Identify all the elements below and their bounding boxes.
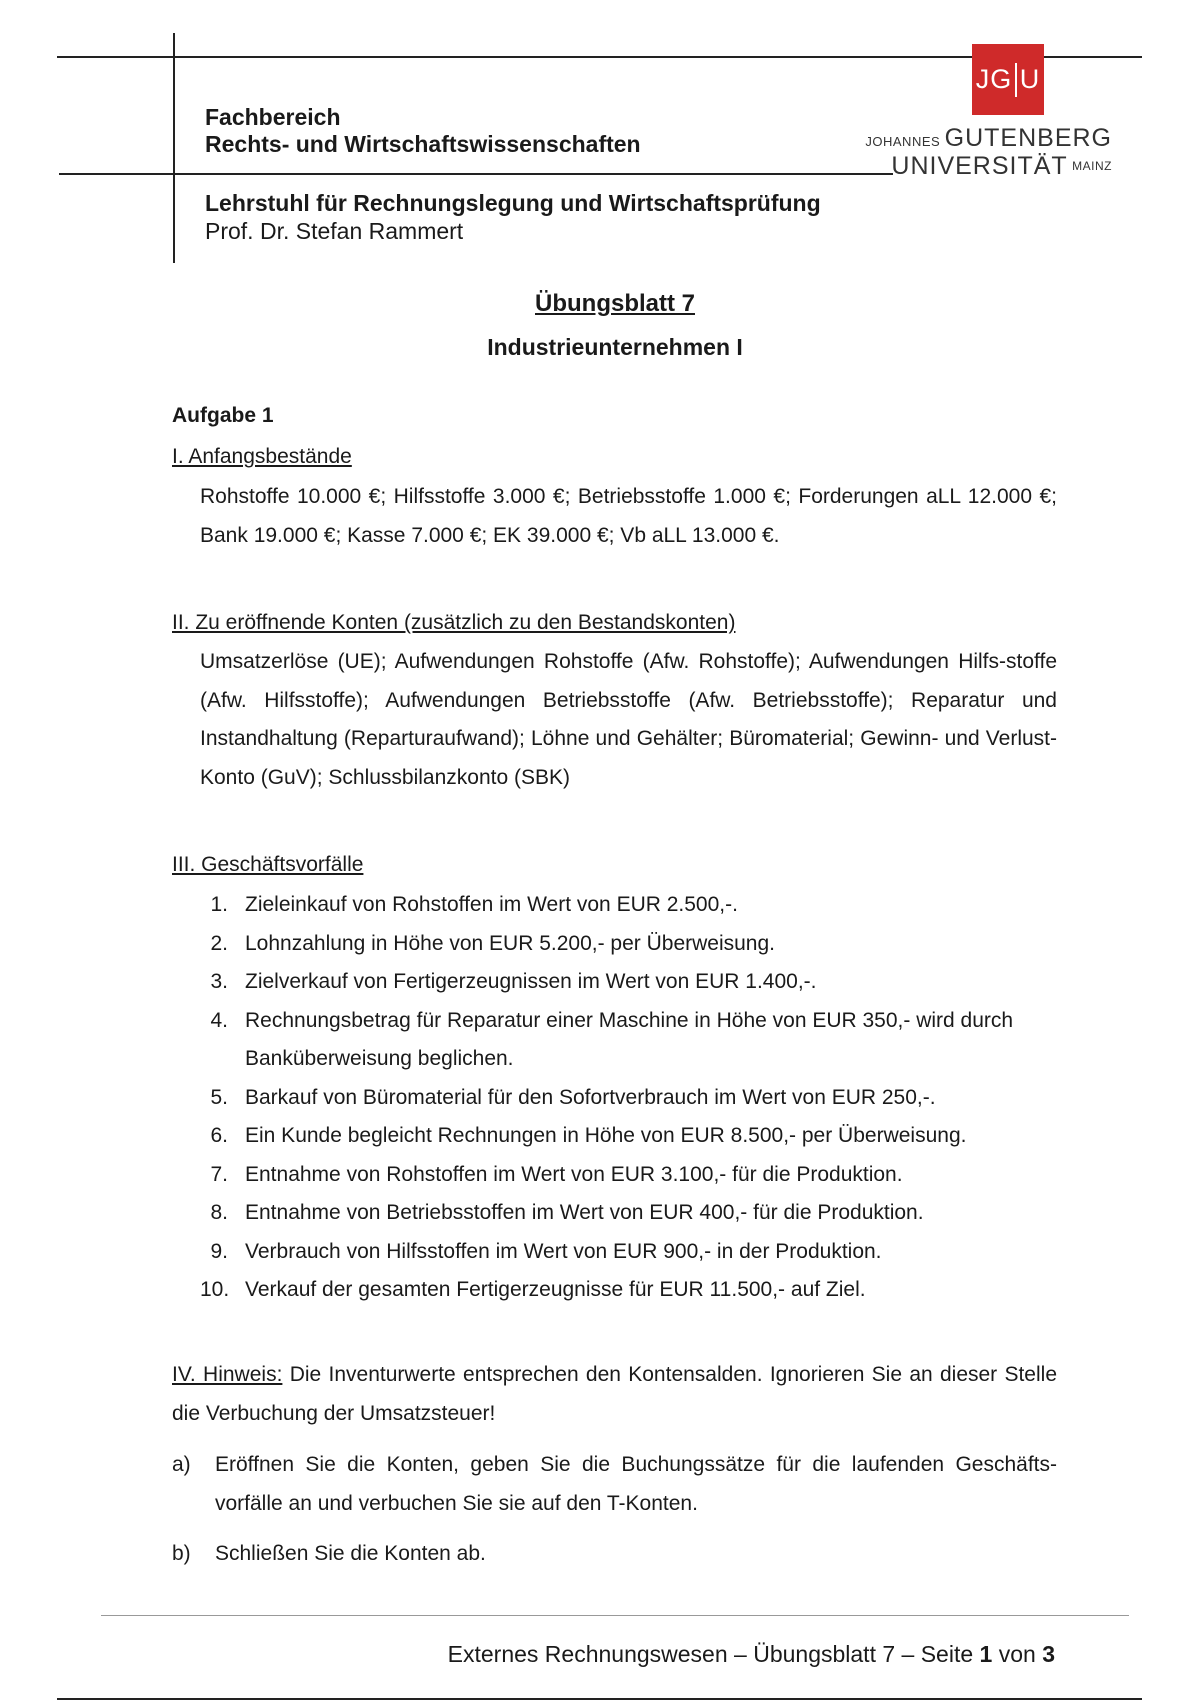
logo-name: GUTENBERG: [944, 124, 1112, 152]
section-1-text: Rohstoffe 10.000 €; Hilfsstoffe 3.000 €; Betriebsstoffe 1.000 €; Forderungen aLL 12.000 €; Bank 19.000 €; Kasse 7.000 €; EK 39.000 €; Vb aLL 13.000 €.: [200, 485, 1057, 547]
logo-mark-divider: [1015, 63, 1017, 97]
task-label: b): [172, 1542, 191, 1565]
event-number: 4.: [210, 1008, 228, 1032]
task-label: a): [172, 1453, 191, 1476]
list-item: [200, 1233, 1057, 1272]
event-number: 10.: [200, 1278, 230, 1301]
list-item: [200, 1079, 1057, 1118]
event-text: Verbrauch von Hilfsstoffen im Wert von EUR 900,- in der Produktion.: [245, 1239, 882, 1263]
footer-page-number: 1: [979, 1641, 993, 1667]
list-item: [200, 1194, 1057, 1233]
list-item: [200, 886, 1057, 925]
section-4-text: Die Inventurwerte entsprechen den Kontensalden. Ignorieren Sie an dieser Stelle die Verbuchung der Umsatzsteuer!: [172, 1363, 1058, 1425]
task-text: Schließen Sie die Konten ab.: [215, 1542, 486, 1565]
list-item: [200, 1156, 1057, 1195]
university-logo-text: [865, 126, 1112, 182]
task-heading: Aufgabe 1: [172, 404, 274, 427]
list-item: [200, 1117, 1057, 1156]
event-text: Entnahme von Rohstoffen im Wert von EUR 3.100,- für die Produktion.: [245, 1162, 903, 1186]
event-text: Barkauf von Büromaterial für den Sofortverbrauch im Wert von EUR 250,-.: [245, 1085, 936, 1109]
page-subtitle: Industrieunternehmen I: [487, 334, 743, 360]
task-item-b: [172, 1535, 1057, 1574]
event-number: 7.: [210, 1162, 228, 1186]
list-item: [200, 1271, 1057, 1310]
logo-mark-right: U: [1019, 64, 1041, 94]
event-text: Ein Kunde begleicht Rechnungen in Höhe von EUR 8.500,- per Überweisung.: [245, 1124, 967, 1147]
professor-name: Prof. Dr. Stefan Rammert: [205, 218, 464, 244]
logo-small-text: JOHANNES: [865, 134, 941, 149]
events-list: [200, 886, 1057, 1310]
task-item-a: [172, 1446, 1057, 1523]
event-text: Zielverkauf von Fertigerzeugnissen im Wert von EUR 1.400,-.: [245, 970, 817, 993]
list-item: [200, 963, 1057, 1002]
event-number: 3.: [210, 970, 228, 993]
chair-name: Lehrstuhl für Rechnungslegung und Wirtschaftsprüfung: [205, 190, 821, 216]
department-line2: Rechts- und Wirtschaftswissenschaften: [205, 131, 641, 157]
header-mid-rule: [59, 173, 893, 175]
footer-top-rule: [101, 1615, 1129, 1616]
department-line1: Fachbereich: [205, 104, 341, 130]
event-number: 8.: [210, 1201, 228, 1224]
event-number: 2.: [210, 931, 228, 955]
section-3-heading: III. Geschäftsvorfälle: [172, 853, 364, 876]
event-text: Lohnzahlung in Höhe von EUR 5.200,- per Überweisung.: [245, 931, 775, 955]
header-vertical-rule: [173, 33, 175, 263]
section-4-note: [172, 1356, 1057, 1433]
page-footer: [448, 1641, 1055, 1668]
event-text: Rechnungsbetrag für Reparatur einer Maschine in Höhe von EUR 350,- wird durch Banküberweisung beglichen.: [245, 1008, 1014, 1070]
department: [205, 104, 641, 158]
event-text: Entnahme von Betriebsstoffen im Wert von EUR 400,- für die Produktion.: [245, 1201, 924, 1224]
section-1-heading: I. Anfangsbestände: [172, 445, 352, 468]
event-number: 9.: [210, 1239, 228, 1263]
footer-text: Externes Rechnungswesen – Übungsblatt 7 – Seite: [447, 1641, 980, 1667]
section-2-text: Umsatzerlöse (UE); Aufwendungen Rohstoffe (Afw. Rohstoffe); Aufwendungen Hilfs-stoffe (Afw. Hilfsstoffe); Aufwendungen Betriebsstoffe (Afw. Betriebsstoffe); Reparatur und Instandhaltung (Reparturaufwand); Löhne und Gehälter; Büromaterial; Gewinn- und Verlust-Konto (GuV); Schlussbilanzkonto (SBK): [200, 650, 1057, 789]
list-item: [200, 925, 1057, 964]
logo-city: MAINZ: [1072, 159, 1112, 173]
footer-of-text: von: [992, 1641, 1043, 1667]
footer-bottom-rule: [57, 1698, 1142, 1700]
task-text: Eröffnen Sie die Konten, geben Sie die Buchungssätze für die laufenden Geschäfts-vorfälle an und verbuchen Sie sie auf den T-Konten.: [215, 1453, 1057, 1515]
event-number: 6.: [210, 1124, 228, 1147]
chair-block: [205, 189, 821, 245]
event-number: 5.: [210, 1085, 228, 1109]
event-number: 1.: [210, 893, 228, 916]
page-title: Übungsblatt 7: [535, 290, 695, 317]
logo-mark-left: JG: [975, 64, 1013, 94]
event-text: Zieleinkauf von Rohstoffen im Wert von EUR 2.500,-.: [245, 893, 738, 916]
event-text: Verkauf der gesamten Fertigerzeugnisse für EUR 11.500,- auf Ziel.: [245, 1278, 866, 1301]
university-logo-mark: [972, 44, 1044, 115]
section-4-heading: IV. Hinweis:: [172, 1363, 283, 1386]
list-item: [200, 1002, 1057, 1079]
logo-university: UNIVERSITÄT: [891, 152, 1068, 180]
section-2-heading: II. Zu eröffnende Konten (zusätzlich zu den Bestandskonten): [172, 611, 736, 634]
footer-page-total: 3: [1042, 1641, 1055, 1667]
